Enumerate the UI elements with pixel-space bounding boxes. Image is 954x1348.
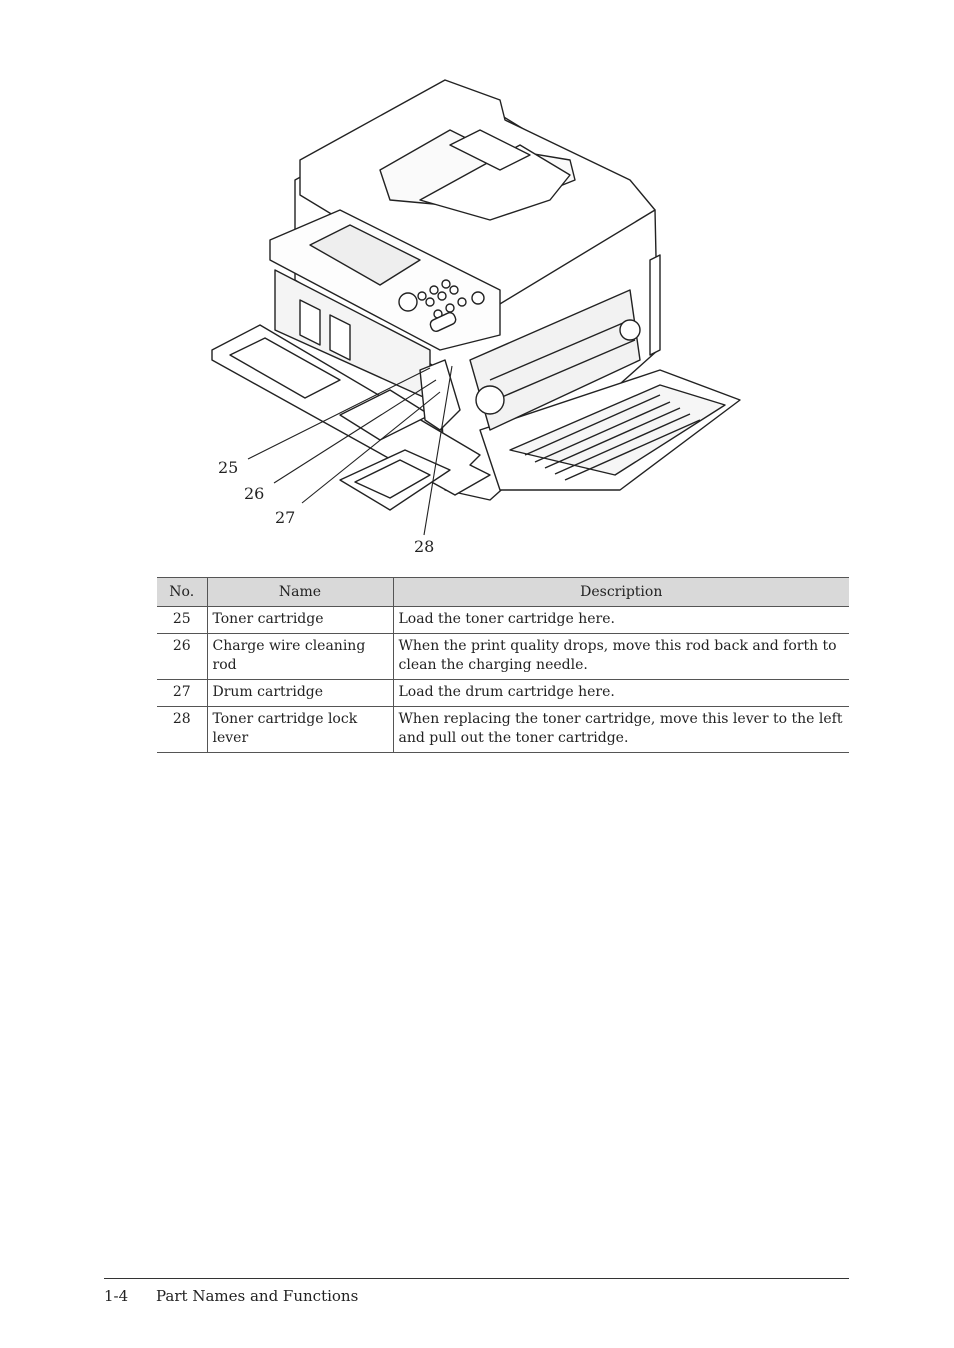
row-number: 26 — [157, 634, 207, 680]
row-name: Toner cartridge lock lever — [207, 707, 393, 753]
row-number: 27 — [157, 680, 207, 707]
callout-27: 27 — [275, 508, 296, 527]
row-description: Load the toner cartridge here. — [393, 607, 849, 634]
row-description: Load the drum cartridge here. — [393, 680, 849, 707]
table-row — [157, 634, 849, 680]
parts-table — [157, 577, 849, 753]
printer-illustration — [190, 70, 770, 570]
table-row — [157, 707, 849, 753]
printer-drawing — [190, 70, 770, 570]
row-number: 28 — [157, 707, 207, 753]
page-number: 1-4 — [104, 1287, 129, 1305]
footer-divider — [104, 1278, 849, 1279]
callout-25: 25 — [218, 458, 239, 477]
header-no: No. — [157, 578, 207, 607]
table-row — [157, 607, 849, 634]
row-description: When the print quality drops, move this rod back and forth to clean the charging needle. — [393, 634, 849, 680]
callout-28: 28 — [414, 537, 435, 556]
row-name: Drum cartridge — [207, 680, 393, 707]
header-description: Description — [393, 578, 849, 607]
row-name: Charge wire cleaning rod — [207, 634, 393, 680]
row-number: 25 — [157, 607, 207, 634]
section-title: Part Names and Functions — [156, 1287, 359, 1305]
table-row — [157, 680, 849, 707]
table-header-row — [157, 578, 849, 607]
row-description: When replacing the toner cartridge, move this lever to the left and pull out the toner cartridge. — [393, 707, 849, 753]
header-name: Name — [207, 578, 393, 607]
row-name: Toner cartridge — [207, 607, 393, 634]
callout-26: 26 — [244, 484, 265, 503]
